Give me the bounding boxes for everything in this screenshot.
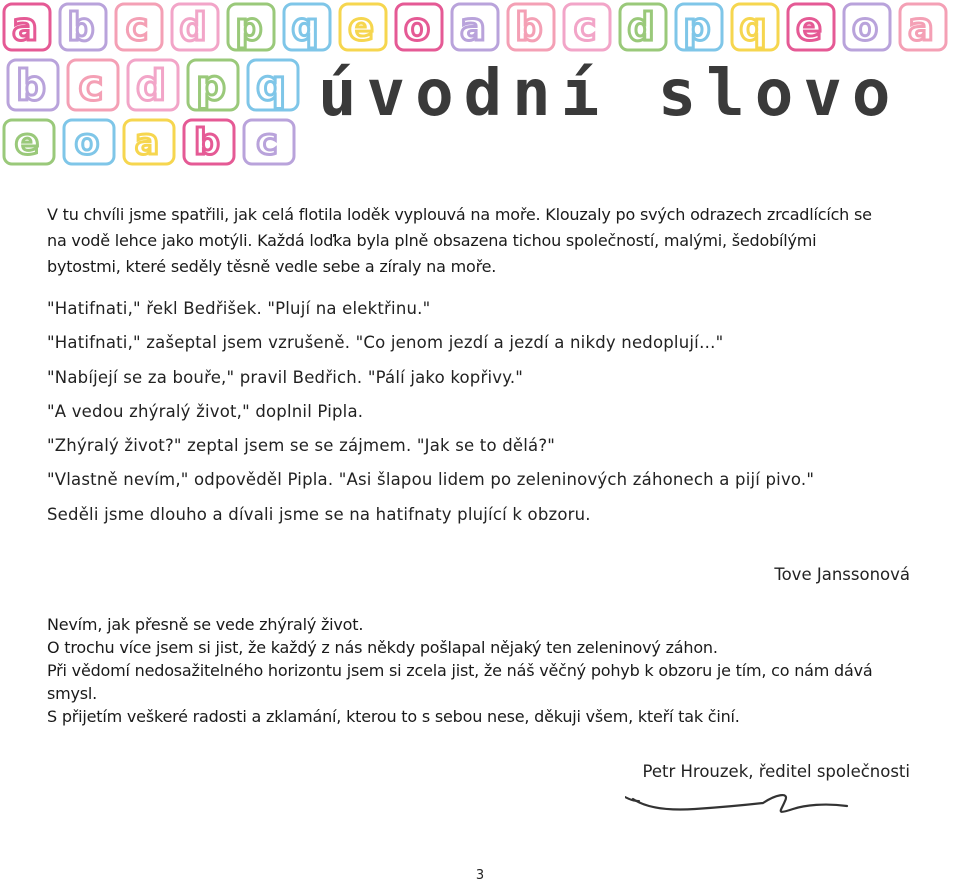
svg-text:q: q: [291, 5, 319, 49]
dialogue-line: "Hatifnati," zašeptal jsem vzrušeně. "Co jenom jezdí a jezdí a nikdy nedoplují…": [47, 333, 724, 353]
decorative-letter-block: [508, 4, 554, 50]
decorative-letter-block: [172, 4, 218, 50]
svg-text:a: a: [460, 5, 486, 49]
decorative-letter-block: [128, 60, 178, 110]
svg-text:c: c: [256, 122, 278, 163]
header-decoration: [0, 0, 960, 170]
svg-text:o: o: [403, 5, 431, 49]
svg-text:o: o: [74, 122, 100, 163]
decorative-letter-block: [68, 60, 118, 110]
svg-text:p: p: [195, 61, 227, 110]
decorative-letter-block: [8, 60, 58, 110]
svg-text:b: b: [67, 5, 95, 49]
decorative-letter-block: [732, 4, 778, 50]
afterword-line: Při vědomí nedosažitelného horizontu jsem si zcela jist, že náš věčný pohyb k obzoru je tím, co nám dává: [47, 661, 873, 680]
decorative-letter-block: [396, 4, 442, 50]
svg-text:p: p: [235, 5, 263, 49]
svg-text:p: p: [683, 5, 711, 49]
decorative-letter-block: [900, 4, 946, 50]
decorative-letter-block: [340, 4, 386, 50]
svg-text:a: a: [12, 5, 38, 49]
dialogue-line: "A vedou zhýralý život," doplnil Pipla.: [47, 401, 364, 421]
decorative-letter-block: [228, 4, 274, 50]
decorative-letter-block: [844, 4, 890, 50]
afterword-line: S přijetím veškeré radosti a zklamání, kterou to s sebou nese, děkuji všem, kteří tak činí.: [47, 707, 740, 726]
handwritten-signature: [625, 785, 855, 825]
dialogue-line: "Vlastně nevím," odpověděl Pipla. "Asi šlapou lidem po zeleninových záhonech a pijí pivo.": [47, 470, 815, 490]
decorative-letter-block: [620, 4, 666, 50]
page-title: úvodní slovo: [318, 57, 901, 131]
svg-text:o: o: [851, 5, 879, 49]
svg-text:b: b: [15, 61, 47, 110]
svg-text:e: e: [348, 5, 374, 49]
dialogue-line: "Zhýralý život?" zeptal jsem se se zájmem. "Jak se to dělá?": [47, 436, 556, 456]
svg-text:e: e: [14, 122, 40, 163]
decorative-letter-block: [788, 4, 834, 50]
decorative-letter-block: [60, 4, 106, 50]
intro-paragraph: [47, 202, 917, 280]
svg-text:a: a: [908, 5, 934, 49]
page-number: 3: [475, 868, 485, 883]
svg-text:d: d: [627, 5, 655, 49]
signatory: Petr Hrouzek, ředitel společnosti: [642, 762, 910, 781]
svg-text:a: a: [134, 122, 160, 163]
afterword-line: O trochu více jsem si jist, že každý z nás někdy pošlapal nějaký ten zeleninový záhon.: [47, 638, 718, 657]
decorative-letter-block: [188, 60, 238, 110]
decorative-letter-block: [452, 4, 498, 50]
decorative-letter-block: [284, 4, 330, 50]
decorative-letter-block: [248, 60, 298, 110]
decorative-letter-block: [64, 120, 114, 164]
dialogue-block: [47, 296, 927, 536]
svg-text:b: b: [194, 122, 220, 163]
svg-text:c: c: [125, 5, 149, 49]
decorative-letter-block: [4, 120, 54, 164]
decorative-letter-block: [124, 120, 174, 164]
dialogue-line: Seděli jsme dlouho a dívali jsme se na hatifnaty plující k obzoru.: [47, 504, 591, 524]
svg-text:b: b: [515, 5, 543, 49]
intro-line: bytostmi, které seděly těsně vedle sebe a zíraly na moře.: [47, 257, 497, 276]
decorative-letter-block: [184, 120, 234, 164]
svg-text:c: c: [78, 61, 104, 110]
svg-text:e: e: [796, 5, 822, 49]
svg-text:c: c: [573, 5, 597, 49]
svg-text:d: d: [135, 61, 167, 110]
decorative-letter-block: [244, 120, 294, 164]
decorative-letter-block: [4, 4, 50, 50]
svg-text:d: d: [179, 5, 207, 49]
quote-author: Tove Janssonová: [774, 565, 910, 584]
afterword-paragraph: [47, 612, 917, 727]
svg-text:q: q: [739, 5, 767, 49]
afterword-line: smysl.: [47, 684, 98, 703]
decorative-letter-block: [676, 4, 722, 50]
dialogue-line: "Nabíjejí se za bouře," pravil Bedřich. "Pálí jako kopřivy.": [47, 367, 524, 387]
decorative-letter-block: [116, 4, 162, 50]
intro-line: na vodě lehce jako motýli. Každá loďka byla plně obsazena tichou společností, malými, šedobílými: [47, 231, 817, 250]
afterword-line: Nevím, jak přesně se vede zhýralý život.: [47, 615, 364, 634]
decorative-letter-block: [564, 4, 610, 50]
intro-line: V tu chvíli jsme spatřili, jak celá flotila loděk vyplouvá na moře. Klouzaly po svých odrazech zrcadlících se: [47, 205, 872, 224]
svg-text:q: q: [255, 61, 287, 110]
dialogue-line: "Hatifnati," řekl Bedřišek. "Plují na elektřinu.": [47, 299, 431, 318]
